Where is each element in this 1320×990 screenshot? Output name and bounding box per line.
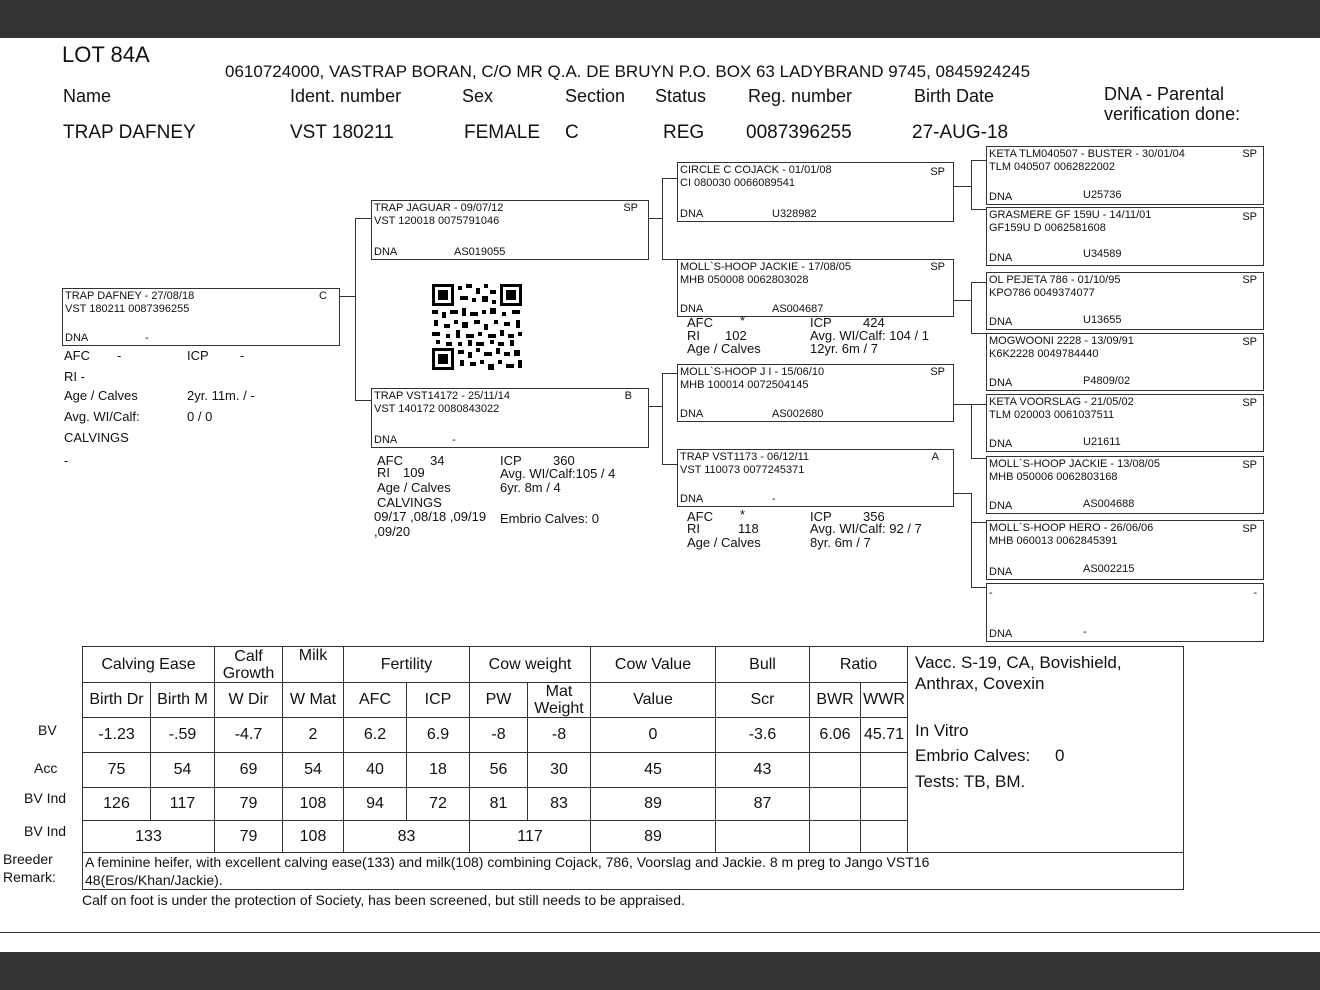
gg1-dna-value: U25736 xyxy=(1083,189,1122,201)
acc-cell: 40 xyxy=(344,753,407,788)
sub-w-dir: W Dir xyxy=(215,683,283,718)
group-calving-ease: Calving Ease xyxy=(83,647,215,683)
dd-dna-value: - xyxy=(772,493,776,505)
self-ri: RI - xyxy=(64,369,85,384)
bottom-bar xyxy=(0,952,1320,990)
bvind-cell: 108 xyxy=(283,788,344,821)
gg4-dna-value: P4809/02 xyxy=(1083,375,1131,387)
bvind-cell: 79 xyxy=(215,788,283,821)
group-cow-value: Cow Value xyxy=(591,647,716,683)
sd-dna-label: DNA xyxy=(680,303,704,315)
gg1-dna-label: DNA xyxy=(989,191,1013,203)
bv-table xyxy=(82,646,1184,890)
sd-age-label: Age / Calves xyxy=(687,341,761,356)
bvind-cell: 94 xyxy=(344,788,407,821)
sub-value: Value xyxy=(591,683,716,718)
bv-cell: -8 xyxy=(528,718,591,753)
dam-wi: Avg. WI/Calf:105 / 4 xyxy=(500,466,616,481)
row-label-bvind-2: BV Ind xyxy=(24,823,67,839)
bv-cell: 6.9 xyxy=(407,718,470,753)
gg4-section: SP xyxy=(1242,336,1257,348)
dd-icp-value: 356 xyxy=(863,509,885,524)
sub-scr: Scr xyxy=(716,683,810,718)
ss-dna-value: U328982 xyxy=(772,208,817,220)
header-name: Name xyxy=(63,86,112,106)
bv-cell: -.59 xyxy=(151,718,215,753)
ss-dna-label: DNA xyxy=(680,208,704,220)
bvind-cell xyxy=(810,788,861,821)
self-icp-label: ICP xyxy=(187,348,209,363)
header-ident: Ident. number xyxy=(290,86,402,106)
gg7-dna-label: DNA xyxy=(989,566,1013,578)
dam-age-label: Age / Calves xyxy=(377,480,451,495)
bv-cell: -4.7 xyxy=(215,718,283,753)
self-title: TRAP DAFNEY - 27/08/18 xyxy=(65,290,195,302)
bvind2-cell: 89 xyxy=(591,821,716,853)
gg-box-1 xyxy=(986,146,1264,205)
animal-ident: VST 180211 xyxy=(290,122,394,143)
dd-afc-value: * xyxy=(740,507,746,522)
vacc-line-2: Anthrax, Covexin xyxy=(915,674,1045,693)
sub-wwr: WWR xyxy=(861,683,908,718)
dd-section: A xyxy=(931,451,939,463)
self-icp-value: - xyxy=(240,348,245,363)
row-label-breeder: Breeder xyxy=(3,851,53,867)
animal-section: C xyxy=(565,122,579,143)
dam-ri-label: RI xyxy=(377,465,390,480)
gg8-title: - xyxy=(989,587,993,599)
self-calvings-value: - xyxy=(64,453,69,468)
header-sex: Sex xyxy=(462,86,494,106)
ss-id: CI 080030 0066089541 xyxy=(680,177,795,189)
sub-afc: AFC xyxy=(344,683,407,718)
acc-cell: 43 xyxy=(716,753,810,788)
self-age-label: Age / Calves xyxy=(64,388,138,403)
gg4-title: MOGWOONI 2228 - 13/09/91 xyxy=(989,335,1134,347)
embrio-value: 0 xyxy=(1055,746,1065,765)
dd-icp-label: ICP xyxy=(810,509,832,524)
gg-box-8 xyxy=(986,583,1264,642)
animal-sex: FEMALE xyxy=(464,122,541,143)
dd-title: TRAP VST1173 - 06/12/11 xyxy=(680,451,810,463)
bv-cell: 6.06 xyxy=(810,718,861,753)
gg3-dna-label: DNA xyxy=(989,316,1013,328)
bvind-cell: 117 xyxy=(151,788,215,821)
gg8-dna-label: DNA xyxy=(989,628,1013,640)
dam-title: TRAP VST14172 - 25/11/14 xyxy=(374,390,510,402)
sub-birth-dr: Birth Dr xyxy=(83,683,151,718)
bvind-cell: 89 xyxy=(591,788,716,821)
sub-birth-m: Birth M xyxy=(151,683,215,718)
gg7-id: MHB 060013 0062845391 xyxy=(989,535,1118,547)
gg8-dna-value: - xyxy=(1083,626,1087,638)
ds-section: SP xyxy=(930,366,945,378)
acc-cell: 75 xyxy=(83,753,151,788)
group-milk: Milk xyxy=(283,647,344,683)
sd-afc-value: * xyxy=(740,313,746,328)
sub-w-mat: W Mat xyxy=(283,683,344,718)
bv-cell: 0 xyxy=(591,718,716,753)
bvind2-cell: 133 xyxy=(83,821,215,853)
group-cow-weight: Cow weight xyxy=(470,647,591,683)
animal-reg: 0087396255 xyxy=(746,122,852,143)
dd-age-value: 8yr. 6m / 7 xyxy=(810,535,871,550)
bv-cell: 2 xyxy=(283,718,344,753)
divider xyxy=(0,932,1320,933)
dd-ri-label: RI xyxy=(687,521,700,536)
breeder-line: 0610724000, VASTRAP BORAN, C/O MR Q.A. DE BRUYN P.O. BOX 63 LADYBRAND 9745, 0845924245 xyxy=(225,62,1031,81)
bvind-cell: 83 xyxy=(528,788,591,821)
bvind-cell xyxy=(861,788,908,821)
animal-name: TRAP DAFNEY xyxy=(63,122,196,143)
header-birth: Birth Date xyxy=(914,86,995,106)
dam-afc-value: 34 xyxy=(430,453,445,468)
sub-mat-weight: Mat Weight xyxy=(528,683,591,718)
sd-icp-label: ICP xyxy=(810,315,832,330)
dd-dna-label: DNA xyxy=(680,493,704,505)
bvind2-cell: 79 xyxy=(215,821,283,853)
header-reg: Reg. number xyxy=(748,86,853,106)
row-label-bv: BV xyxy=(38,722,57,738)
acc-cell: 69 xyxy=(215,753,283,788)
info-cell xyxy=(908,647,1184,853)
sire-dna-value: AS019055 xyxy=(454,246,506,258)
dd-afc-label: AFC xyxy=(687,509,713,524)
gg2-title: GRASMERE GF 159U - 14/11/01 xyxy=(989,209,1152,221)
gg5-dna-value: U21611 xyxy=(1083,436,1121,448)
bvind-cell: 87 xyxy=(716,788,810,821)
dam-icp-label: ICP xyxy=(500,453,522,468)
dam-calvings: CALVINGS xyxy=(377,495,442,510)
gg-box-7 xyxy=(986,520,1264,580)
sd-ri-label: RI xyxy=(687,328,700,343)
top-bar xyxy=(0,0,1320,38)
gg3-section: SP xyxy=(1242,274,1257,286)
animal-birth: 27-AUG-18 xyxy=(912,122,1009,143)
gg7-dna-value: AS002215 xyxy=(1083,563,1135,575)
self-wi-label: Avg. WI/Calf: xyxy=(64,409,140,424)
bv-cell: 6.2 xyxy=(344,718,407,753)
self-wi-value: 0 / 0 xyxy=(187,409,213,424)
acc-cell: 30 xyxy=(528,753,591,788)
gg1-section: SP xyxy=(1242,148,1257,160)
sd-ri-value: 102 xyxy=(725,328,747,343)
sire-title: TRAP JAGUAR - 09/07/12 xyxy=(374,202,504,214)
gg6-section: SP xyxy=(1242,459,1257,471)
remark-cell xyxy=(83,853,1184,890)
dam-dna-value: - xyxy=(452,434,456,446)
ds-id: MHB 100014 0072504145 xyxy=(680,379,809,391)
animal-status: REG xyxy=(663,122,705,143)
gg-box-4 xyxy=(986,333,1264,391)
gg5-title: KETA VOORSLAG - 21/05/02 xyxy=(989,396,1134,408)
sire-dna-label: DNA xyxy=(374,246,398,258)
bvind2-cell: 117 xyxy=(470,821,591,853)
sd-section: SP xyxy=(930,261,945,273)
sub-bwr: BWR xyxy=(810,683,861,718)
sd-wi: Avg. WI/Calf: 104 / 1 xyxy=(810,328,929,343)
gg7-title: MOLL`S-HOOP HERO - 26/06/06 xyxy=(989,522,1154,534)
row-label-acc: Acc xyxy=(34,760,58,776)
gg4-id: K6K2228 0049784440 xyxy=(989,348,1099,360)
ds-dna-label: DNA xyxy=(680,408,704,420)
sire-dam-box xyxy=(677,259,954,317)
in-vitro: In Vitro xyxy=(915,721,969,740)
sire-sire-box xyxy=(677,162,954,222)
gg6-title: MOLL`S-HOOP JACKIE - 13/08/05 xyxy=(989,458,1160,470)
row-label-remark: Remark: xyxy=(3,869,56,885)
bvind-cell: 126 xyxy=(83,788,151,821)
header-status: Status xyxy=(655,86,707,106)
gg2-section: SP xyxy=(1242,211,1257,223)
dam-calvings-list-2: ,09/20 xyxy=(374,524,411,539)
dam-box xyxy=(371,388,649,448)
footer-note: Calf on foot is under the protection of Society, has been screened, but still needs to be appraised. xyxy=(82,892,685,908)
self-afc-value: - xyxy=(117,348,122,363)
gg3-id: KPO786 0049374077 xyxy=(989,287,1095,299)
acc-cell: 56 xyxy=(470,753,528,788)
dd-id: VST 110073 0077245371 xyxy=(680,464,805,476)
self-afc-label: AFC xyxy=(64,348,90,363)
bv-cell: 45.71 xyxy=(861,718,908,753)
dam-calvings-list-1: 09/17 ,08/18 ,09/19 xyxy=(374,509,487,524)
dam-ri-value: 109 xyxy=(403,465,425,480)
sd-afc-label: AFC xyxy=(687,315,713,330)
bv-cell: -3.6 xyxy=(716,718,810,753)
group-calf-growth: Calf Growth xyxy=(215,647,283,683)
acc-cell: 54 xyxy=(283,753,344,788)
header-dna-2: verification done: xyxy=(1104,104,1241,124)
ds-dna-value: AS002680 xyxy=(772,408,824,420)
bvind-cell: 72 xyxy=(407,788,470,821)
header-dna-1: DNA - Parental xyxy=(1104,84,1225,104)
self-box xyxy=(62,288,340,346)
self-dna-value: - xyxy=(145,332,149,344)
gg1-title: KETA TLM040507 - BUSTER - 30/01/04 xyxy=(989,148,1185,160)
sd-id: MHB 050008 0062803028 xyxy=(680,274,809,286)
gg-box-3 xyxy=(986,272,1264,330)
self-section: C xyxy=(319,290,327,302)
group-fertility: Fertility xyxy=(344,647,470,683)
dam-sire-box xyxy=(677,364,954,422)
self-dna-label: DNA xyxy=(65,332,89,344)
ss-title: CIRCLE C COJACK - 01/01/08 xyxy=(680,164,832,176)
group-ratio: Ratio xyxy=(810,647,908,683)
dam-dam-box xyxy=(677,449,954,507)
bvind2-cell: 108 xyxy=(283,821,344,853)
gg3-dna-value: U13655 xyxy=(1083,314,1122,326)
dd-age-label: Age / Calves xyxy=(687,535,761,550)
bvind2-cell xyxy=(716,821,810,853)
acc-cell: 45 xyxy=(591,753,716,788)
gg-box-5 xyxy=(986,394,1264,452)
gg2-dna-label: DNA xyxy=(989,252,1013,264)
remark-line-2: 48(Eros/Khan/Jackie). xyxy=(85,872,223,888)
gg4-dna-label: DNA xyxy=(989,377,1013,389)
gg3-title: OL PEJETA 786 - 01/10/95 xyxy=(989,274,1121,286)
bvind2-cell: 83 xyxy=(344,821,470,853)
acc-cell: 54 xyxy=(151,753,215,788)
gg-box-6 xyxy=(986,456,1264,514)
acc-cell xyxy=(810,753,861,788)
dam-age-value: 6yr. 8m / 4 xyxy=(500,480,561,495)
gg6-dna-value: AS004688 xyxy=(1083,498,1135,510)
tests: Tests: TB, BM. xyxy=(915,772,1026,791)
sd-age-value: 12yr. 6m / 7 xyxy=(810,341,878,356)
gg1-id: TLM 040507 0062822002 xyxy=(989,161,1115,173)
sub-icp: ICP xyxy=(407,683,470,718)
bvind-cell: 81 xyxy=(470,788,528,821)
self-id: VST 180211 0087396255 xyxy=(65,303,190,315)
bv-cell: -8 xyxy=(470,718,528,753)
embrio-label: Embrio Calves: xyxy=(915,746,1031,765)
gg6-id: MHB 050006 0062803168 xyxy=(989,471,1118,483)
row-label-bvind: BV Ind xyxy=(24,790,67,806)
header-section: Section xyxy=(565,86,626,106)
gg5-id: TLM 020003 0061037511 xyxy=(989,409,1115,421)
gg5-dna-label: DNA xyxy=(989,438,1013,450)
gg-box-2 xyxy=(986,207,1264,266)
gg8-section: - xyxy=(1253,587,1257,599)
sire-section: SP xyxy=(623,202,638,214)
bv-cell: -1.23 xyxy=(83,718,151,753)
ds-title: MOLL`S-HOOP J I - 15/06/10 xyxy=(680,366,825,378)
sd-dna-value: AS004687 xyxy=(772,303,824,315)
self-calvings: CALVINGS xyxy=(64,430,129,445)
vacc-line-1: Vacc. S-19, CA, Bovishield, xyxy=(915,653,1122,672)
dam-dna-label: DNA xyxy=(374,434,398,446)
gg7-section: SP xyxy=(1242,523,1257,535)
dd-wi: Avg. WI/Calf: 92 / 7 xyxy=(810,521,922,536)
sub-pw: PW xyxy=(470,683,528,718)
gg2-id: GF159U D 0062581608 xyxy=(989,222,1106,234)
remark-line-1: A feminine heifer, with excellent calving ease(133) and milk(108) combining Cojack, 786, Voorslag and Jackie. 8 m preg to Jango VST16 xyxy=(85,854,930,870)
group-bull: Bull xyxy=(716,647,810,683)
bvind2-cell xyxy=(810,821,861,853)
acc-cell xyxy=(861,753,908,788)
dam-embrio: Embrio Calves: 0 xyxy=(500,511,599,526)
acc-cell: 18 xyxy=(407,753,470,788)
qr-code xyxy=(432,284,522,370)
sd-title: MOLL`S-HOOP JACKIE - 17/08/05 xyxy=(680,261,851,273)
sire-id: VST 120018 0075791046 xyxy=(374,215,500,227)
ss-section: SP xyxy=(930,166,945,178)
bvind2-cell xyxy=(861,821,908,853)
dam-afc-label: AFC xyxy=(377,453,403,468)
gg5-section: SP xyxy=(1242,397,1257,409)
gg2-dna-value: U34589 xyxy=(1083,248,1122,260)
gg6-dna-label: DNA xyxy=(989,500,1013,512)
dam-id: VST 140172 0080843022 xyxy=(374,403,500,415)
dd-ri-value: 118 xyxy=(738,521,759,536)
sire-box xyxy=(371,200,649,260)
self-age-value: 2yr. 11m. / - xyxy=(187,388,255,403)
lot-number: LOT 84A xyxy=(62,42,150,67)
sd-icp-value: 424 xyxy=(863,315,885,330)
dam-icp-value: 360 xyxy=(553,453,575,468)
dam-section: B xyxy=(624,390,632,402)
